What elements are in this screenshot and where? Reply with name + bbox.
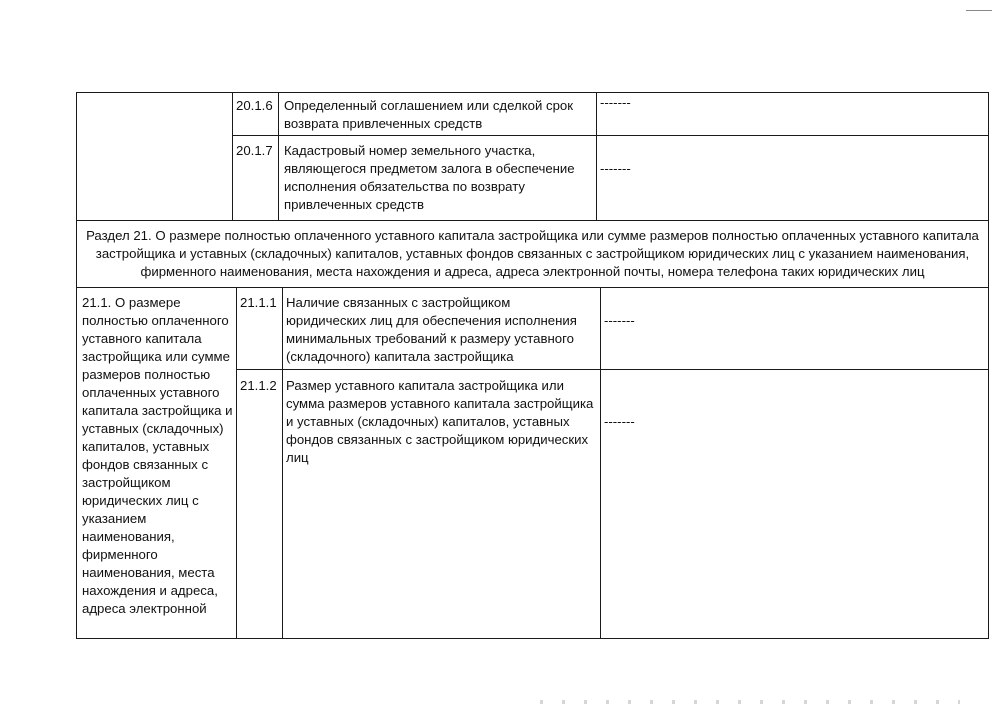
border-line	[282, 287, 283, 638]
row-number: 21.1.1	[240, 295, 277, 310]
border-line	[232, 135, 989, 136]
row-number: 20.1.6	[236, 98, 273, 113]
row-value: -------	[604, 313, 635, 328]
border-line	[600, 287, 601, 638]
row-number: 21.1.2	[240, 378, 277, 393]
border-line	[76, 220, 989, 221]
row-value: -------	[600, 161, 631, 176]
border-line	[76, 638, 989, 639]
row-value: -------	[604, 414, 635, 429]
row-number: 20.1.7	[236, 143, 273, 158]
section-heading: Раздел 21. О размере полностью оплаченного уставного капитала застройщика или сумме размеров полностью оплаченных уставного капитала застройщика и уставных (складочных) капиталов, уставных фондов связанных с застройщиком юридических лиц с указанием наименования, фирменного наименования, места нахождения и адреса, адреса электронной почты, номера телефона таких юридических лиц	[86, 228, 979, 279]
border-line	[236, 287, 237, 638]
border-line	[232, 92, 233, 220]
row-description: Размер уставного капитала застройщика или сумма размеров уставного капитала застройщика и уставных (складочных) капиталов, уставных фондов связанных с застройщиком юридических лиц	[286, 378, 594, 465]
border-line	[596, 92, 597, 220]
row-description: Наличие связанных с застройщиком юридических лиц для обеспечения исполнения минимальных требований к размеру уставного (складочного) капитала застройщика	[286, 295, 577, 364]
border-line	[76, 92, 77, 638]
border-line	[988, 92, 989, 638]
row-description: Кадастровый номер земельного участка, являющегося предметом залога в обеспечение исполнения обязательства по возврату привлеченных средств	[284, 143, 575, 212]
border-line	[236, 369, 989, 370]
border-line	[76, 287, 989, 288]
border-line	[278, 92, 279, 220]
border-line	[76, 92, 989, 93]
row-description: Определенный соглашением или сделкой срок возврата привлеченных средств	[284, 98, 574, 131]
group-label: 21.1. О размере полностью оплаченного уставного капитала застройщика или сумме размеров полностью оплаченных уставного капитала застройщика и уставных (складочных) капиталов, уставных фондов связанных с застройщиком юридических лиц с указанием наименования, фирменного наименования, места нахождения и адреса, адреса электронной	[82, 295, 233, 616]
row-value: -------	[600, 95, 631, 110]
